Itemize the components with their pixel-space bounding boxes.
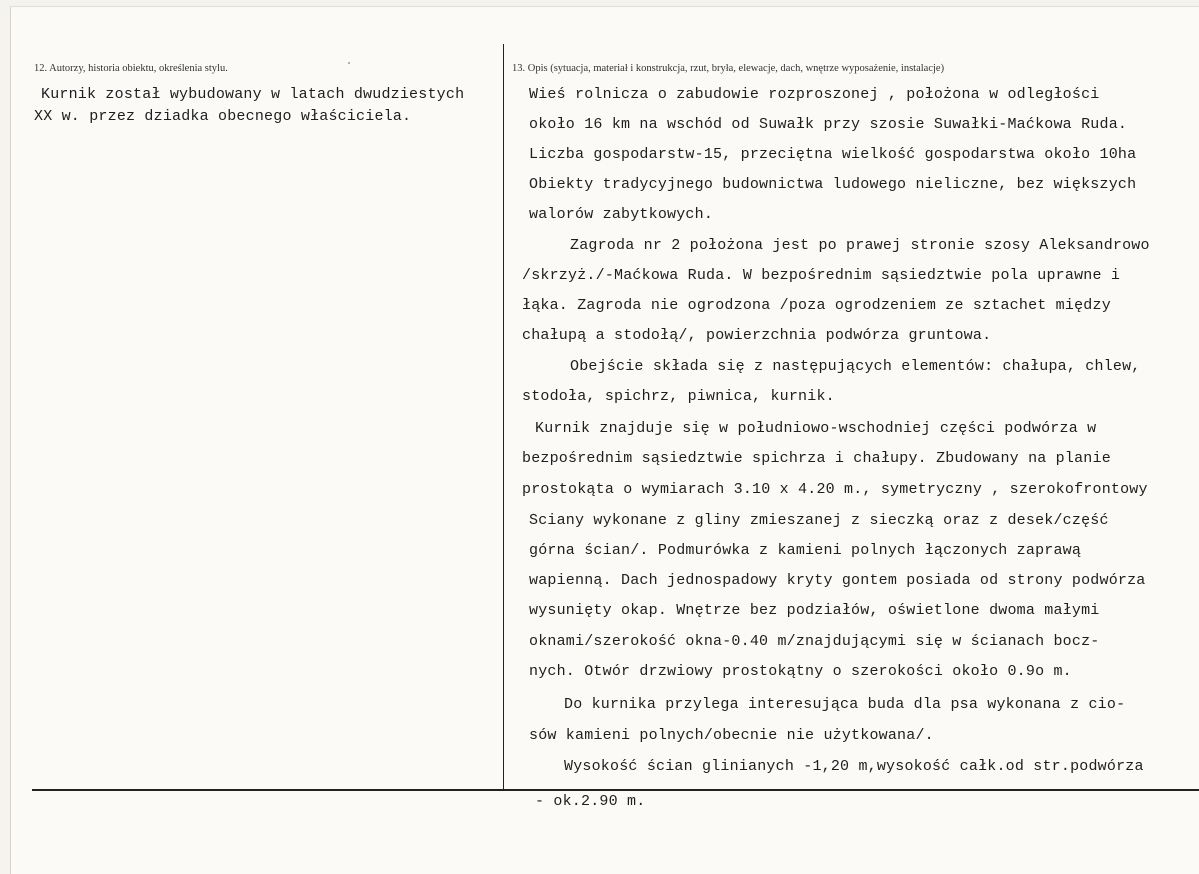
right-text-line: Liczba gospodarstw-15, przeciętna wielkość gospodarstwa około 10ha xyxy=(529,147,1137,162)
right-text-line: bezpośrednim sąsiedztwie spichrza i chałupy. Zbudowany na planie xyxy=(522,451,1111,466)
right-text-line: około 16 km na wschód od Suwałk przy szosie Suwałki-Maćkowa Ruda. xyxy=(529,117,1128,132)
kurnik-text: znajduje się w południowo-wschodniej części podwórza w xyxy=(590,421,1097,436)
zagroda-text: położona jest po prawej stronie szosy Aleksandrowo xyxy=(680,238,1150,253)
right-text-line: wysunięty okap. Wnętrze bez podziałów, oświetlone dwoma małymi xyxy=(529,603,1100,618)
left-text-line: Kurnik został wybudowany w latach dwudziestych xyxy=(41,86,465,103)
right-text-line: Wieś rolnicza o zabudowie rozproszonej , położona w odległości xyxy=(529,87,1100,102)
zagroda-label: Zagroda nr 2 xyxy=(570,238,681,253)
right-text-line: nych. Otwór drzwiowy prostokątny o szerokości około 0.9o m. xyxy=(529,664,1072,679)
right-text-line: wapienną. Dach jednospadowy kryty gontem posiada od strony podwórza xyxy=(529,573,1146,588)
right-text-line: Ściany wykonane z gliny zmieszanej z sieczką oraz z desek/część xyxy=(529,513,1109,528)
right-text-line: stodoła, spichrz, piwnica, kurnik. xyxy=(522,389,835,404)
bottom-rule xyxy=(32,789,1199,791)
right-text-line: prostokąta o wymiarach 3.10 x 4.20 m., symetryczny , szerokofrontowy xyxy=(522,482,1148,497)
document-sheet xyxy=(10,6,1199,874)
speck xyxy=(348,62,350,64)
right-text-line: Obiekty tradycyjnego budownictwa ludowego nieliczne, bez większych xyxy=(529,177,1137,192)
footer-continuation-line: - ok.2.90 m. xyxy=(535,793,646,810)
kurnik-paragraph-line xyxy=(535,421,1199,436)
right-text-line: łąka. Zagroda nie ogrodzona /poza ogrodzeniem ze sztachet między xyxy=(522,298,1111,313)
buda-paragraph-line: Do kurnika przylega interesująca buda dla psa wykonana z cio- xyxy=(564,697,1126,712)
left-text-line: XX w. przez dziadka obecnego właściciela. xyxy=(34,108,412,125)
kurnik-label: Kurnik xyxy=(535,421,591,436)
obejscie-line: Obejście składa się z następujących elementów: chałupa, chlew, xyxy=(570,359,1141,374)
right-text-line: oknami/szerokość okna-0.40 m/znajdującymi się w ścianach bocz- xyxy=(529,634,1100,649)
left-column-header: 12. Autorzy, historia obiektu, określenia stylu. xyxy=(34,63,228,74)
right-text-line: górna ścian/. Podmurówka z kamieni polnych łączonych zaprawą xyxy=(529,543,1082,558)
right-text-line: /skrzyż./-Maćkowa Ruda. W bezpośrednim sąsiedztwie pola uprawne i xyxy=(522,268,1121,283)
height-paragraph-line: Wysokość ścian glinianych -1,20 m,wysokość całk.od str.podwórza xyxy=(564,759,1144,774)
column-divider xyxy=(503,44,504,789)
right-text-line: sów kamieni polnych/obecnie nie użytkowana/. xyxy=(529,728,934,743)
zagroda-paragraph-line xyxy=(570,238,1199,253)
right-text-line: walorów zabytkowych. xyxy=(529,207,714,222)
right-column-header: 13. Opis (sytuacja, materiał i konstrukcja, rzut, bryła, elewacje, dach, wnętrze wyposażenie, instalacje) xyxy=(512,63,945,74)
right-text-line: chałupą a stodołą/, powierzchnia podwórza gruntowa. xyxy=(522,328,992,343)
